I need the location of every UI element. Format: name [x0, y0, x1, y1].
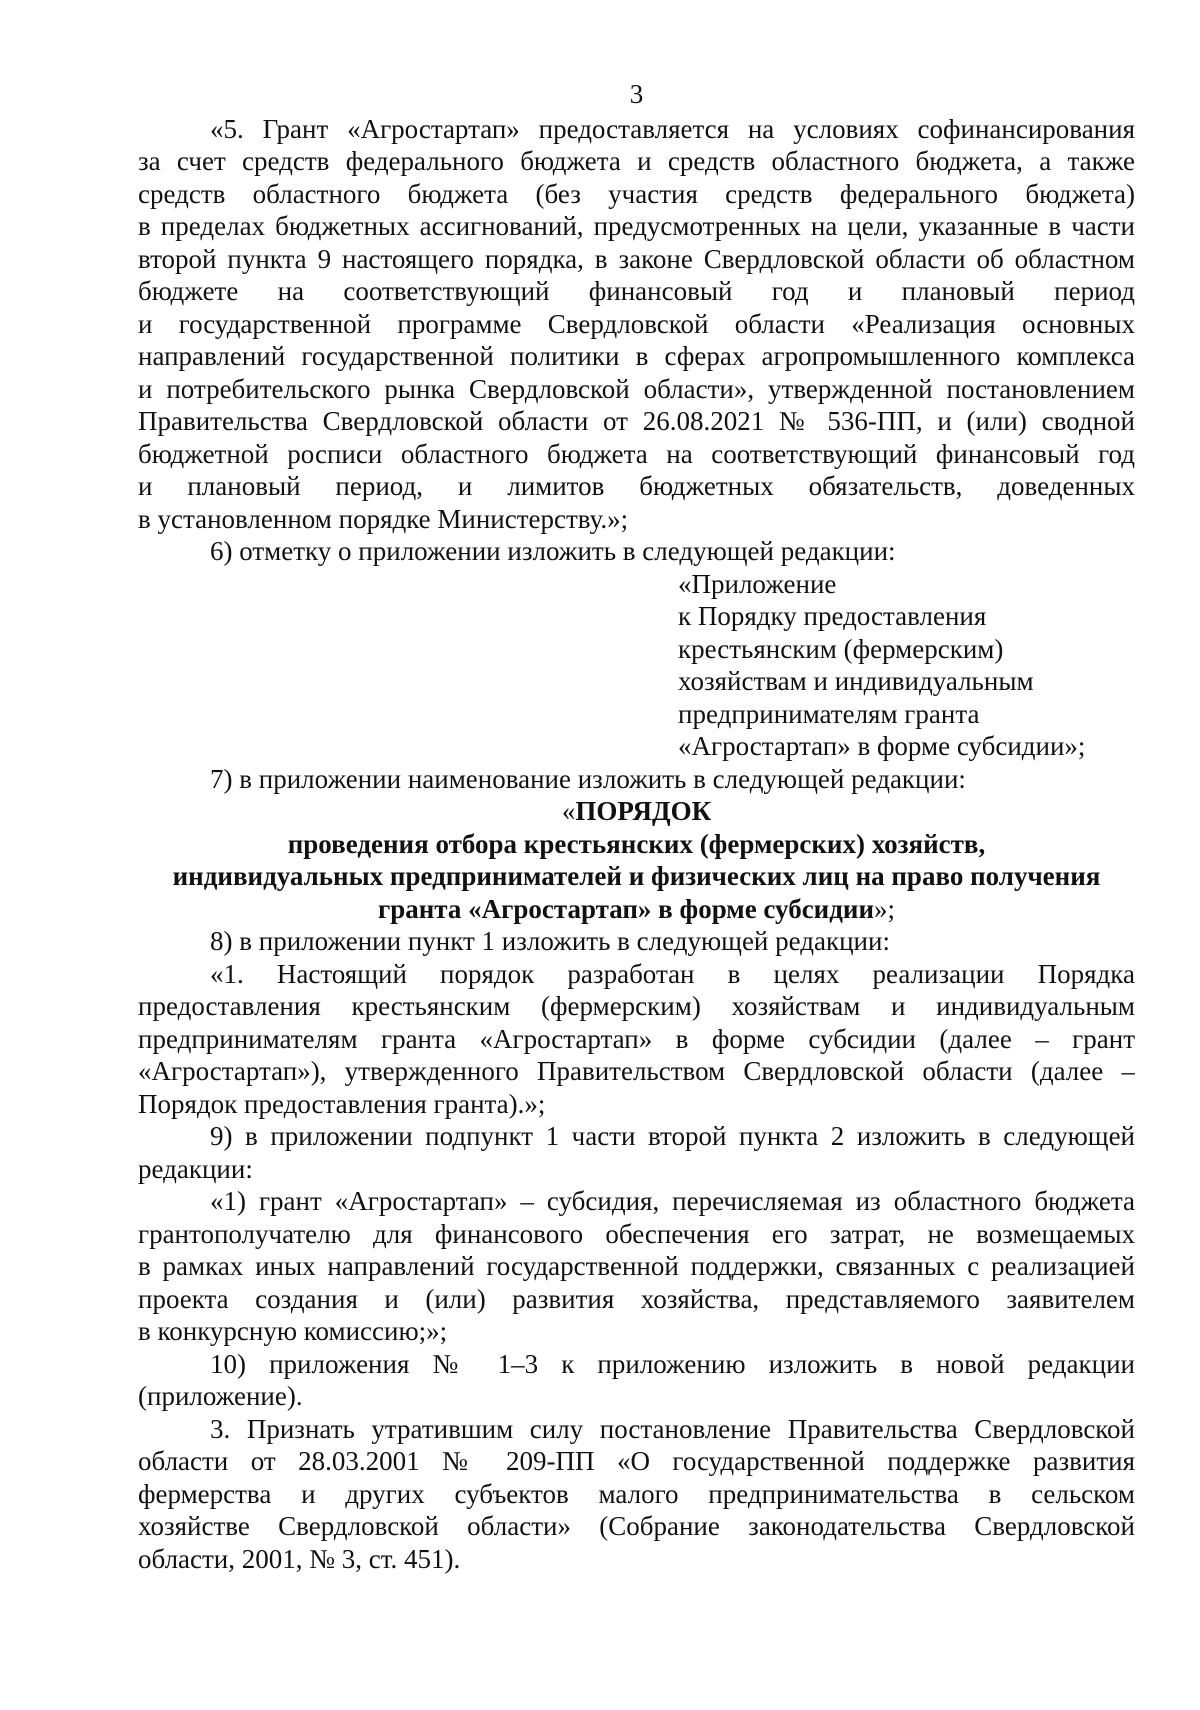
text-line: Порядок предоставления гранта).»; [138, 1088, 546, 1119]
text-line: 9) в приложении подпункт 1 части второй пункта 2 изложить в следующей [210, 1121, 1135, 1151]
text-line: в пределах бюджетных ассигнований, предусмотренных на цели, указанные в части [138, 211, 1135, 241]
text-line: грантополучателю для финансового обеспечения его затрат, не возмещаемых [138, 1218, 1135, 1249]
title-line [138, 893, 1135, 926]
text-line: и плановый период, и лимитов бюджетных обязательств, доведенных [138, 471, 1135, 501]
order-title [138, 795, 1135, 925]
text-line: в конкурсную комиссию;»; [138, 1316, 448, 1346]
text-line: хозяйстве Свердловской области» (Собрание законодательства Свердловской [138, 1511, 1135, 1541]
title-line: проведения отбора крестьянских (фермерских) хозяйств, [287, 828, 986, 859]
text-line: области от 28.03.2001 № 209-ПП «О государственной поддержке развития [138, 1446, 1135, 1476]
text-line: второй пункта 9 настоящего порядка, в законе Свердловской области об областном [138, 243, 1135, 274]
appendix-note [678, 568, 1135, 763]
paragraph-item-8 [138, 925, 1135, 958]
paragraph-item-9 [138, 1120, 1135, 1185]
appendix-line: предпринимателям гранта [678, 698, 980, 729]
paragraph-point-1 [138, 958, 1135, 1121]
text-line: 10) приложения № 1–3 к приложению изложить в новой редакции [210, 1348, 1135, 1379]
text-line: 7) в приложении наименование изложить в следующей редакции: [210, 763, 966, 794]
appendix-line: «Агростартап» в форме субсидии»; [678, 731, 1086, 761]
text-line: бюджетной росписи областного бюджета на соответствующий финансовый год [138, 438, 1135, 469]
text-line: средств областного бюджета (без участия средств федерального бюджета) [138, 178, 1135, 209]
title-open-quote: « [561, 796, 576, 826]
text-line: 8) в приложении пункт 1 изложить в следующей редакции: [210, 926, 890, 956]
text-line: в установленном порядке Министерству.»; [138, 503, 629, 534]
text-line: предоставления крестьянским (фермерским) хозяйствам и индивидуальным [138, 991, 1135, 1021]
title-line-end: гранта «Агростартап» в форме субсидии [377, 893, 875, 924]
title-line [138, 795, 1135, 828]
text-line: «1. Настоящий порядок разработан в целях реализации Порядка [210, 958, 1135, 989]
paragraph-grant-cofinancing [138, 113, 1135, 536]
title-heading: ПОРЯДОК [575, 796, 712, 826]
text-line: и потребительского рынка Свердловской области», утвержденной постановлением [138, 373, 1135, 404]
text-line: области, 2001, № 3, ст. 451). [138, 1543, 461, 1574]
appendix-line: крестьянским (фермерским) [678, 633, 1004, 664]
title-line: индивидуальных предпринимателей и физических лиц на право получения [172, 861, 1101, 891]
text-line: фермерства и других субъектов малого предпринимательства в сельском [138, 1478, 1135, 1509]
text-line: (приложение). [138, 1381, 303, 1411]
text-line: и государственной программе Свердловской области «Реализация основных [138, 308, 1135, 339]
page-number: 3 [629, 79, 644, 109]
title-close-quote: »; [874, 893, 896, 924]
paragraph-item-3 [138, 1413, 1135, 1576]
document-page [138, 78, 1135, 1575]
text-line: Правительства Свердловской области от 26.08.2021 № 536-ПП, и (или) сводной [138, 406, 1135, 436]
text-line: «5. Грант «Агростартап» предоставляется на условиях софинансирования [210, 113, 1135, 144]
text-line: 3. Признать утратившим силу постановление Правительства Свердловской [210, 1413, 1135, 1444]
text-line: проекта создания и (или) развития хозяйства, представляемого заявителем [138, 1283, 1135, 1314]
paragraph-item-10 [138, 1348, 1135, 1413]
text-line: в рамках иных направлений государственной поддержки, связанных с реализацией [138, 1251, 1135, 1281]
paragraph-item-7 [138, 763, 1135, 796]
text-line: 6) отметку о приложении изложить в следующей редакции: [210, 536, 896, 566]
appendix-line: к Порядку предоставления [678, 601, 987, 631]
text-line: бюджете на соответствующий финансовый год и плановый период [138, 276, 1135, 306]
text-line: редакции: [138, 1153, 253, 1184]
paragraph-subpoint-1 [138, 1185, 1135, 1348]
appendix-line: хозяйствам и индивидуальным [678, 666, 1034, 696]
text-line: предпринимателям гранта «Агростартап» в форме субсидии (далее – грант [138, 1023, 1135, 1054]
text-line: «1) грант «Агростартап» – субсидия, перечисляемая из областного бюджета [210, 1186, 1135, 1216]
text-line: «Агростартап»), утвержденного Правительством Свердловской области (далее – [138, 1056, 1135, 1086]
paragraph-item-6 [138, 535, 1135, 568]
appendix-line: «Приложение [678, 568, 837, 599]
text-line: за счет средств федерального бюджета и средств областного бюджета, а также [138, 146, 1135, 176]
text-line: направлений государственной политики в сферах агропромышленного комплекса [138, 341, 1135, 371]
